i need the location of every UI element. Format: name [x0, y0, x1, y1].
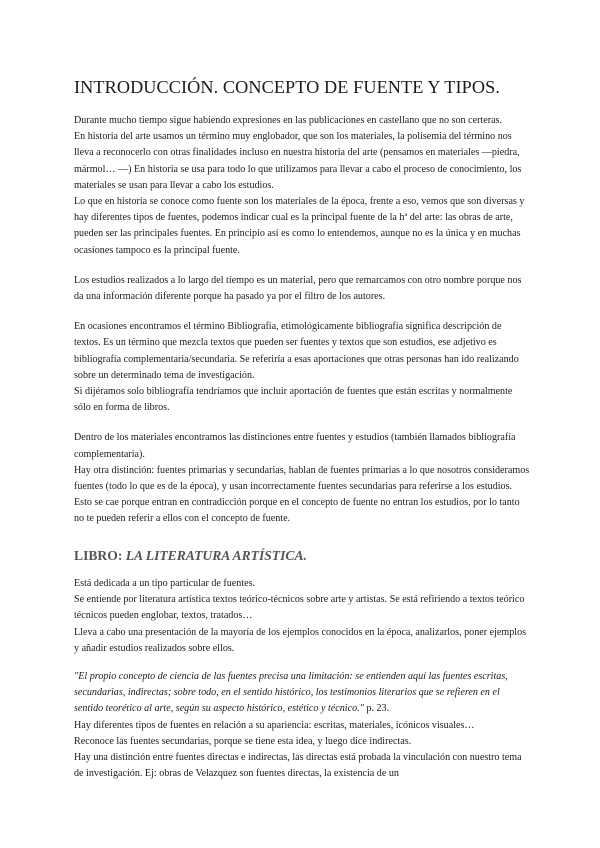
- quote-block: [74, 669, 530, 782]
- section-heading-prefix: LIBRO:: [74, 547, 126, 563]
- paragraph: Lo que en historia se conoce como fuente son los materiales de la época, frente a eso, vemos que son diversas y hay diferentes tipos de fuentes, podemos indicar cual es la principal fuente de la hª del arte: las obras de arte, pueden ser las principales fuentes. En principio así es como lo entendemos, aunque no es la única y en muchas ocasiones tampoco es la principal fuente.: [74, 196, 525, 256]
- paragraph: Si dijéramos solo bibliografía tendríamos que incluir aportación de fuentes que están escritas y normalmente sólo en forma de libros.: [74, 386, 513, 414]
- quote-text: "El propio concepto de ciencia de las fuentes precisa una limitación: se entienden aquí las fuentes escritas, secundarias, indirectas; sobre todo, en el sentido histórico, los testimonios literarios que se refieren en el sentido teorético al arte, según su aspecto histórico, estético y técnico.": [74, 670, 508, 715]
- section-heading-title: LA LITERATURA ARTÍSTICA.: [125, 547, 307, 563]
- intro-block: [74, 113, 530, 259]
- distinciones-block: [74, 430, 530, 527]
- paragraph: En ocasiones encontramos el término Bibliografía, etimológicamente bibliografía significa descripción de textos. Es un término que mezcla textos que pueden ser fuentes y textos que son estudios, ese adjetivo es bibliografía complementaria/secundaria. Se referiría a esas aportaciones que otras personas han ido realizando sobre un determinado tema de investigación.: [74, 321, 519, 381]
- document-body: [74, 76, 530, 782]
- paragraph: Está dedicada a un tipo particular de fuentes.: [74, 577, 256, 589]
- libro-block: [74, 576, 530, 657]
- paragraph: Se entiende por literatura artística textos teórico-técnicos sobre arte y artistas. Se está refiriendo a textos teórico técnicos pueden englobar, textos, tratados…: [74, 594, 525, 622]
- section-heading: [74, 547, 530, 565]
- paragraph: Reconoce las fuentes secundarias, porque se tiene esta idea, y luego dice indirectas.: [74, 735, 412, 747]
- paragraph: Hay otra distinción: fuentes primarias y secundarias, hablan de fuentes primarias a lo que nosotros consideramos fuentes (todo lo que es de la época), y usan incorrectamente fuentes secundarias para referirse a los estudios. Esto se cae porque entran en contradicción porque en el concepto de fuente no entran los estudios, por lo tanto no te pueden referir a ellos con el concepto de fuente.: [74, 464, 530, 525]
- paragraph: Los estudios realizados a lo largo del tiempo es un material, pero que remarcamos con otro nombre porque nos da una información diferente porque ha pasado ya por el filtro de los autores.: [74, 274, 522, 303]
- quote-page: p. 23.: [363, 703, 390, 715]
- page-title: INTRODUCCIÓN. CONCEPTO DE FUENTE Y TIPOS.: [74, 77, 500, 97]
- paragraph: Hay una distinción entre fuentes directas e indirectas, las directas está probada la vinculación con nuestro tema de investigación. Ej: obras de Velazquez son fuentes directas, la existencia de un: [74, 751, 522, 780]
- paragraph: En historia del arte usamos un término muy englobador, que son los materiales, la polisemia del término nos lleva a reconocerlo con otras finalidades incluso en nuestra historia del arte (pensamos en materiales —piedra, mármol… —) En historia se usa para todo lo que utilizamos para llevar a cabo el proceso de conocimiento, los materiales se usan para llevar a cabo los estudios.: [74, 131, 522, 191]
- block-quote: [74, 669, 530, 718]
- paragraph: Dentro de los materiales encontramos las distinciones entre fuentes y estudios (también llamados bibliografía complementaria).: [74, 432, 516, 460]
- paragraph: Hay diferentes tipos de fuentes en relación a su apariencia: escritas, materiales, icónicos visuales…: [74, 719, 475, 731]
- paragraph: Durante mucho tiempo sigue habiendo expresiones en las publicaciones en castellano que no son certeras.: [74, 115, 503, 126]
- paragraph: Lleva a cabo una presentación de la mayoría de los ejemplos conocidos en la época, analizarlos, poner ejemplos y añadir estudios realizados sobre ellos.: [74, 626, 527, 654]
- bibliografia-block: [74, 319, 530, 416]
